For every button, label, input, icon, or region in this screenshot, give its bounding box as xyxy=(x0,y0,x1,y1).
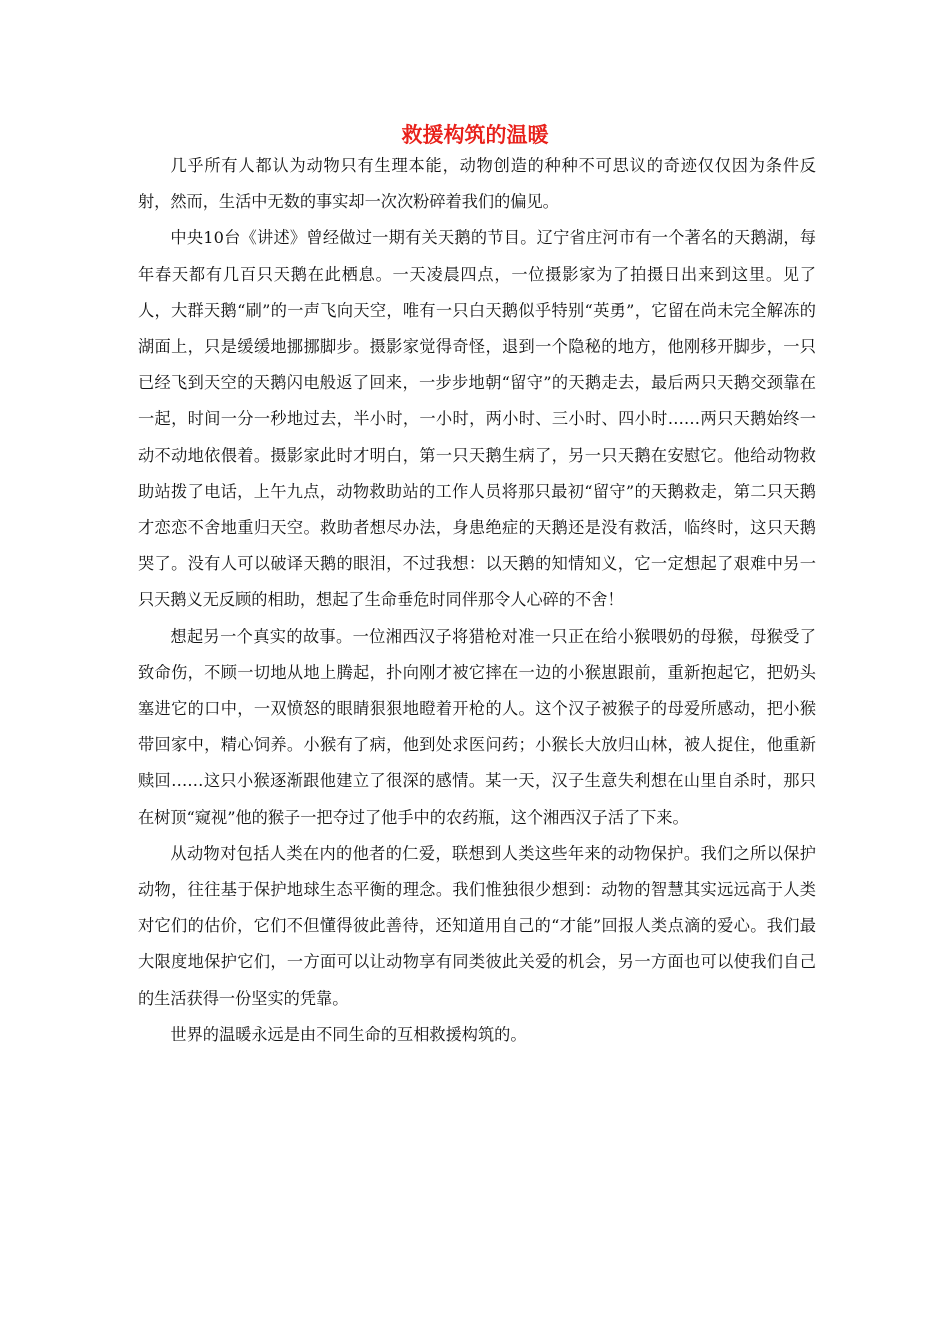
paragraph-3: 想起另一个真实的故事。一位湘西汉子将猎枪对准一只正在给小猴喂奶的母猴，母猴受了致命伤，不顾一切地从地上腾起，扑向刚才被它摔在一边的小猴崽跟前，重新抱起它，把奶头塞进它的口中，一双愤怒的眼睛狠狠地瞪着开枪的人。这个汉子被猴子的母爱所感动，把小猴带回家中，精心饲养。小猴有了病，他到处求医问药；小猴长大放归山林，被人捉住，他重新赎回……这只小猴逐渐跟他建立了很深的感情。某一天，汉子生意失利想在山里自杀时，那只在树顶“窥视”他的猴子一把夺过了他手中的农药瓶，这个湘西汉子活了下来。 xyxy=(138,626,816,827)
paragraph-1: 几乎所有人都认为动物只有生理本能，动物创造的种种不可思议的奇迹仅仅因为条件反射，然而，生活中无数的事实却一次次粉碎着我们的偏见。 xyxy=(138,156,816,212)
paragraph-2: 中央10台《讲述》曾经做过一期有关天鹅的节目。辽宁省庄河市有一个著名的天鹅湖，每年春天都有几百只天鹅在此栖息。一天凌晨四点，一位摄影家为了拍摄日出来到这里。见了人，大群天鹅“刷”的一声飞向天空，唯有一只白天鹅似乎特别“英勇”，它留在尚未完全解冻的湖面上，只是缓缓地挪挪脚步。摄影家觉得奇怪，退到一个隐秘的地方，他刚移开脚步，一只已经飞到天空的天鹅闪电般返了回来，一步步地朝“留守”的天鹅走去，最后两只天鹅交颈靠在一起，时间一分一秒地过去，半小时，一小时，两小时、三小时、四小时……两只天鹅始终一动不动地依偎着。摄影家此时才明白，第一只天鹅生病了，另一只天鹅在安慰它。他给动物救助站拨了电话，上午九点，动物救助站的工作人员将那只最初“留守”的天鹅救走，第二只天鹅才恋恋不舍地重归天空。救助者想尽办法，身患绝症的天鹅还是没有救活，临终时，这只天鹅哭了。没有人可以破译天鹅的眼泪，不过我想：以天鹅的知情知义，它一定想起了艰难中另一只天鹅义无反顾的相助，想起了生命垂危时同伴那令人心碎的不舍！ xyxy=(138,228,816,610)
document-body xyxy=(138,148,816,1053)
document-title: 救援构筑的温暖 xyxy=(401,123,549,147)
paragraph-4: 从动物对包括人类在内的他者的仁爱，联想到人类这些年来的动物保护。我们之所以保护动物，往往基于保护地球生态平衡的理念。我们惟独很少想到：动物的智慧其实远远高于人类对它们的估价，它们不但懂得彼此善待，还知道用自己的“才能”回报人类点滴的爱心。我们最大限度地保护它们，一方面可以让动物享有同类彼此关爱的机会，另一方面也可以使我们自己的生活获得一份坚实的凭靠。 xyxy=(138,843,816,1008)
paragraph-5: 世界的温暖永远是由不同生命的互相救援构筑的。 xyxy=(170,1024,527,1044)
